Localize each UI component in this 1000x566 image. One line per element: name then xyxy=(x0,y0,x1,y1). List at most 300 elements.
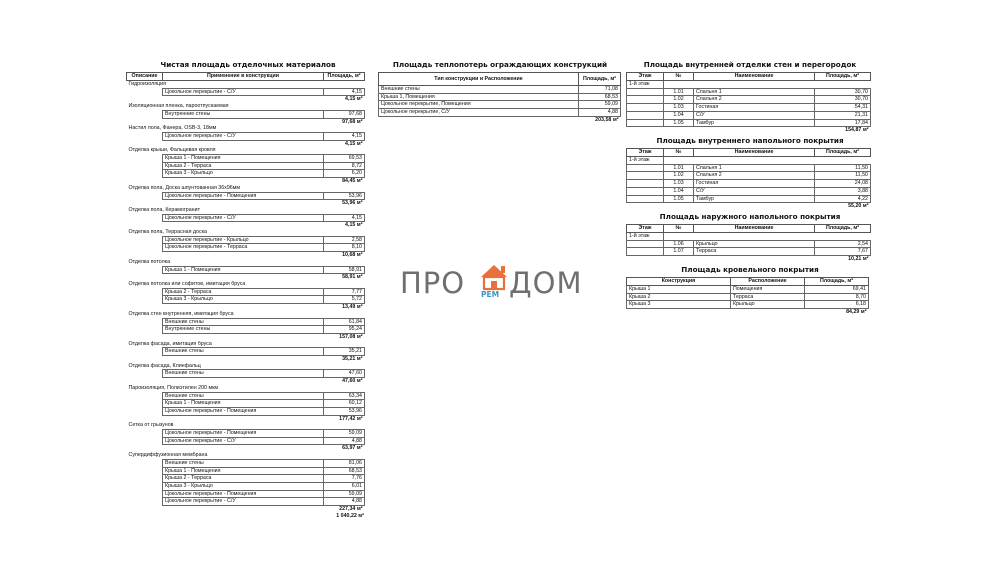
application-cell: Цокольное перекрытие - Помещения xyxy=(163,430,324,438)
finishing-materials-block xyxy=(126,60,370,519)
table-row xyxy=(127,459,365,467)
spacer-cell xyxy=(127,110,163,118)
application-cell: Крыша 1 - Помещения xyxy=(163,155,324,163)
spacer-cell xyxy=(664,233,871,241)
total-row xyxy=(627,127,871,134)
room-number-cell: 1.05 xyxy=(664,195,694,203)
floor-label: 1-й этаж xyxy=(627,233,664,241)
subtotal-row xyxy=(127,445,365,452)
spacer-cell xyxy=(163,252,324,259)
table-row xyxy=(379,109,621,117)
spacer-cell xyxy=(163,415,324,422)
header-area: Площадь, м² xyxy=(815,149,871,157)
application-cell: Внешние стены xyxy=(163,459,324,467)
application-cell: Крыша 3 - Крыльцо xyxy=(163,170,324,178)
subtotal-row xyxy=(127,96,365,103)
table-row xyxy=(627,195,871,203)
spacer-cell xyxy=(127,236,163,244)
application-cell: Крыша 1 - Помещения xyxy=(163,266,324,274)
table-row xyxy=(127,192,365,200)
subtotal-value: 53,96 м² xyxy=(342,200,363,207)
area-cell: 53,96 xyxy=(324,407,365,415)
subtotal-value: 84,45 м² xyxy=(342,178,363,185)
table-row xyxy=(127,407,365,415)
table-row xyxy=(127,244,365,252)
category-row xyxy=(127,81,365,89)
total-value: 84,29 м² xyxy=(846,309,867,316)
roof-table xyxy=(626,277,869,316)
floor-spacer-cell xyxy=(627,195,664,203)
category-name: Гидроизоляция xyxy=(128,81,166,87)
category-row xyxy=(127,311,365,318)
subtotal-value: 4,15 м² xyxy=(345,96,363,103)
spacer-cell xyxy=(163,445,324,452)
floor-spacer-cell xyxy=(627,187,664,195)
area-cell: 53,96 xyxy=(324,192,365,200)
area-cell: 6,18 xyxy=(805,301,869,309)
application-cell: Внешние стены xyxy=(163,392,324,400)
total-value: 154,87 м² xyxy=(845,127,869,134)
spacer-cell xyxy=(163,378,324,385)
floor-interior-block xyxy=(626,136,874,210)
finishing-grand-total: 1 040,22 м² xyxy=(336,512,364,519)
application-cell: Внутренние стены xyxy=(163,326,324,334)
header-name: Наименование xyxy=(694,73,815,81)
subtotal-row xyxy=(127,140,365,147)
header-application: Применение в конструкции xyxy=(163,73,324,81)
table-row xyxy=(127,236,365,244)
spacer-cell xyxy=(127,214,163,222)
spacer-cell xyxy=(127,378,163,385)
header-construction: Конструкция xyxy=(627,278,731,286)
table-row xyxy=(127,467,365,475)
room-number-cell: 1.01 xyxy=(664,164,694,172)
area-cell: 63,34 xyxy=(324,392,365,400)
spacer-cell xyxy=(127,506,163,513)
spacer-cell xyxy=(163,222,324,229)
category-name: Отделка пола, Доска шпунтованная 36х96мм xyxy=(128,184,240,191)
table-row xyxy=(127,326,365,334)
table-row xyxy=(127,162,365,170)
area-cell: 8,10 xyxy=(324,244,365,252)
subtotal-row xyxy=(127,222,365,229)
logo-text-right: ДОМ xyxy=(509,266,583,300)
room-name-cell: Терраса xyxy=(694,248,815,256)
spacer-cell xyxy=(127,445,163,452)
spacer-cell xyxy=(127,490,163,498)
table-row xyxy=(627,248,871,256)
area-cell: 7,67 xyxy=(815,248,871,256)
application-cell: Внешние стены xyxy=(163,348,324,356)
subtotal-value: 227,34 м² xyxy=(339,506,363,513)
room-number-cell: 1.01 xyxy=(664,88,694,96)
floor-interior-table xyxy=(626,148,871,210)
table-row xyxy=(127,482,365,490)
location-cell: Терраса xyxy=(731,293,805,301)
application-cell: Крыша 2 - Терраса xyxy=(163,288,324,296)
table-row xyxy=(127,88,365,96)
spacer-cell xyxy=(163,304,324,311)
category-row xyxy=(127,125,365,132)
spacer-cell xyxy=(127,498,163,506)
header-number: № xyxy=(664,73,694,81)
category-name: Отделка потолка или софитов, имитация бруса xyxy=(128,280,246,287)
subtotal-row xyxy=(127,415,365,422)
spacer-cell xyxy=(127,459,163,467)
header-location: Расположение xyxy=(731,278,805,286)
spacer-cell xyxy=(127,140,163,147)
spacer-cell xyxy=(127,430,163,438)
category-row xyxy=(127,103,365,110)
room-number-cell: 1.04 xyxy=(664,111,694,119)
area-cell: 35,21 xyxy=(324,348,365,356)
spacer-cell xyxy=(127,326,163,334)
subtotal-row xyxy=(127,252,365,259)
subtotal-row xyxy=(127,304,365,311)
area-cell: 58,91 xyxy=(324,266,365,274)
table-row xyxy=(127,110,365,118)
category-row xyxy=(127,229,365,236)
application-cell: Крыша 3 - Крыльцо xyxy=(163,296,324,304)
area-cell: 30,70 xyxy=(815,96,871,104)
area-cell: 69,41 xyxy=(805,286,869,294)
spacer-cell xyxy=(127,88,163,96)
spacer-cell xyxy=(627,203,815,210)
application-cell: Цокольное перекрытие - Помещения xyxy=(163,490,324,498)
area-cell: 60,12 xyxy=(324,400,365,408)
room-number-cell: 1.06 xyxy=(664,240,694,248)
spacer-cell xyxy=(127,467,163,475)
category-name: Пароизоляция, Полиэтилен 200 мкм xyxy=(128,384,219,391)
spacer-cell xyxy=(127,370,163,378)
room-name-cell: С/У xyxy=(694,187,815,195)
spacer-cell xyxy=(163,506,324,513)
area-cell: 59,09 xyxy=(579,101,621,109)
spacer-cell xyxy=(127,118,163,125)
spacer-cell xyxy=(127,348,163,356)
area-cell: 61,84 xyxy=(324,318,365,326)
floor-label: 1-й этаж xyxy=(627,81,664,89)
table-row xyxy=(627,111,871,119)
floor-spacer-cell xyxy=(627,96,664,104)
application-cell: Внутренние стены xyxy=(163,110,324,118)
roof-block xyxy=(626,265,874,316)
spacer-cell xyxy=(127,274,163,281)
room-name-cell: Спальня 2 xyxy=(694,96,815,104)
table-row xyxy=(127,437,365,445)
table-row xyxy=(127,370,365,378)
application-cell: Крыша 2 - Терраса xyxy=(163,162,324,170)
room-name-cell: Гостиная xyxy=(694,104,815,112)
table-row xyxy=(627,104,871,112)
area-cell: 7,77 xyxy=(324,288,365,296)
total-row xyxy=(627,309,869,316)
area-cell: 4,15 xyxy=(324,132,365,140)
category-name: Супердиффузионная мембрана xyxy=(128,452,208,459)
construction-cell: Крыша 3 xyxy=(627,301,731,309)
type-cell: Крыша 1, Помещения xyxy=(379,93,579,101)
spacer-cell xyxy=(127,244,163,252)
spacer-cell xyxy=(127,356,163,363)
category-row xyxy=(127,185,365,192)
room-name-cell: Гостиная xyxy=(694,180,815,188)
subtotal-value: 63,97 м² xyxy=(342,445,363,452)
table-row xyxy=(127,132,365,140)
subtotal-value: 10,68 м² xyxy=(342,252,363,259)
subtotal-row xyxy=(127,200,365,207)
walls-title: Площадь внутренней отделки стен и перегородок xyxy=(643,60,857,69)
header-name: Наименование xyxy=(694,149,815,157)
subtotal-value: 177,42 м² xyxy=(339,415,363,422)
room-number-cell: 1.05 xyxy=(664,119,694,127)
application-cell: Цокольное перекрытие - Помещения xyxy=(163,407,324,415)
subtotal-value: 4,15 м² xyxy=(345,222,363,229)
header-description: Описание xyxy=(127,73,163,81)
table-row xyxy=(379,101,621,109)
area-cell: 68,53 xyxy=(579,93,621,101)
spacer-cell xyxy=(163,274,324,281)
spacer-cell xyxy=(127,392,163,400)
header-area: Площадь, м² xyxy=(324,73,365,81)
area-cell: 3,88 xyxy=(815,187,871,195)
room-name-cell: Спальня 1 xyxy=(694,88,815,96)
area-cell: 4,22 xyxy=(815,195,871,203)
application-cell: Крыша 3 - Крыльцо xyxy=(163,482,324,490)
type-cell: Цокольное перекрытие, Помещения xyxy=(379,101,579,109)
application-cell: Цокольное перекрытие - С/У xyxy=(163,88,324,96)
area-cell: 21,31 xyxy=(815,111,871,119)
category-row xyxy=(127,259,365,266)
subtotal-row xyxy=(127,506,365,513)
subtotal-value: 47,60 м² xyxy=(342,378,363,385)
area-cell: 5,72 xyxy=(324,296,365,304)
finishing-materials-table xyxy=(126,72,365,513)
category-name: Изоляционная пленка, пароотпускаемая xyxy=(128,103,229,110)
header-area: Площадь, м² xyxy=(815,225,871,233)
floor-spacer-cell xyxy=(627,240,664,248)
spacer-cell xyxy=(127,200,163,207)
subtotal-row xyxy=(127,356,365,363)
category-name: Отделка крыши, Фальцевая кровля xyxy=(128,147,216,154)
table-row xyxy=(627,240,871,248)
heatloss-block xyxy=(378,60,622,124)
subtotal-value: 58,91 м² xyxy=(342,274,363,281)
area-cell: 2,54 xyxy=(815,240,871,248)
area-cell: 8,72 xyxy=(324,162,365,170)
roof-title: Площадь кровельного покрытия xyxy=(681,265,819,274)
spacer-cell xyxy=(163,200,324,207)
category-name: Сетка от грызунов xyxy=(128,422,174,429)
room-name-cell: Спальня 1 xyxy=(694,164,815,172)
application-cell: Цокольное перекрытие - С/У xyxy=(163,214,324,222)
application-cell: Крыша 2 - Терраса xyxy=(163,475,324,483)
subtotal-value: 4,15 м² xyxy=(345,140,363,147)
category-name: Отделка пола, Террасная доска xyxy=(128,229,207,236)
floor-spacer-cell xyxy=(627,164,664,172)
table-row xyxy=(127,318,365,326)
spacer-cell xyxy=(127,318,163,326)
header-floor: Этаж xyxy=(627,73,664,81)
category-row xyxy=(127,363,365,370)
category-row xyxy=(127,147,365,154)
construction-cell: Крыша 1 xyxy=(627,286,731,294)
area-cell: 59,09 xyxy=(324,490,365,498)
area-cell: 59,09 xyxy=(324,430,365,438)
room-number-cell: 1.07 xyxy=(664,248,694,256)
category-row xyxy=(127,452,365,459)
spacer-cell xyxy=(127,252,163,259)
spacer-cell xyxy=(127,482,163,490)
floor-spacer-cell xyxy=(627,172,664,180)
floor-spacer-cell xyxy=(627,104,664,112)
walls-table xyxy=(626,72,871,134)
category-row xyxy=(127,281,365,288)
spacer-cell xyxy=(127,296,163,304)
location-cell: Помещения xyxy=(731,286,805,294)
room-name-cell: Тамбур xyxy=(694,195,815,203)
subtotal-row xyxy=(127,333,365,340)
total-row xyxy=(627,256,871,263)
spacer-cell xyxy=(127,333,163,340)
room-name-cell: Крыльцо xyxy=(694,240,815,248)
category-name: Настил пола, Фанера, OSB-3, 18мм xyxy=(128,125,217,132)
area-cell: 2,58 xyxy=(324,236,365,244)
table-row xyxy=(127,430,365,438)
area-cell: 17,84 xyxy=(815,119,871,127)
spacer-cell xyxy=(627,127,815,134)
spacer-cell xyxy=(127,407,163,415)
category-row xyxy=(127,341,365,348)
application-cell: Цокольное перекрытие - С/У xyxy=(163,132,324,140)
area-cell: 4,88 xyxy=(324,437,365,445)
spacer-cell xyxy=(627,309,805,316)
table-row xyxy=(127,498,365,506)
table-row xyxy=(627,172,871,180)
construction-cell: Крыша 2 xyxy=(627,293,731,301)
room-name-cell: Тамбур xyxy=(694,119,815,127)
spacer-cell xyxy=(127,437,163,445)
table-row xyxy=(627,180,871,188)
table-row xyxy=(627,119,871,127)
spacer-cell xyxy=(127,222,163,229)
application-cell: Внешние стены xyxy=(163,370,324,378)
table-row xyxy=(627,286,869,294)
subtotal-value: 157,08 м² xyxy=(339,333,363,340)
spacer-cell xyxy=(379,116,579,123)
area-cell: 6,01 xyxy=(324,482,365,490)
area-cell: 81,06 xyxy=(324,459,365,467)
room-number-cell: 1.03 xyxy=(664,180,694,188)
table-row xyxy=(127,475,365,483)
spacer-cell xyxy=(664,81,871,89)
table-row xyxy=(627,293,869,301)
area-cell: 68,53 xyxy=(324,467,365,475)
spacer-cell xyxy=(127,400,163,408)
category-name: Отделка фасада, имитация бруса xyxy=(128,340,212,347)
category-name: Отделка фасада, Клинфальц xyxy=(128,362,201,369)
subtotal-row xyxy=(127,118,365,125)
application-cell: Цокольное перекрытие - С/У xyxy=(163,437,324,445)
table-row xyxy=(627,96,871,104)
spacer-cell xyxy=(127,266,163,274)
category-name: Отделка потолка xyxy=(128,258,171,265)
table-row xyxy=(127,400,365,408)
spacer-cell xyxy=(127,132,163,140)
header-floor: Этаж xyxy=(627,225,664,233)
spacer-cell xyxy=(163,356,324,363)
spacer-cell xyxy=(163,140,324,147)
header-name: Наименование xyxy=(694,225,815,233)
total-row xyxy=(627,203,871,210)
subtotal-row xyxy=(127,378,365,385)
application-cell: Цокольное перекрытие - С/У xyxy=(163,498,324,506)
area-cell: 71,08 xyxy=(579,86,621,94)
floor-row xyxy=(627,233,871,241)
area-cell: 69,53 xyxy=(324,155,365,163)
area-cell: 11,50 xyxy=(815,172,871,180)
area-cell: 97,68 xyxy=(324,110,365,118)
header-floor: Этаж xyxy=(627,149,664,157)
area-cell: 30,70 xyxy=(815,88,871,96)
application-cell: Цокольное перекрытие - Помещения xyxy=(163,192,324,200)
table-row xyxy=(127,170,365,178)
spacer-cell xyxy=(127,178,163,185)
logo-text-left: ПРО xyxy=(400,266,466,300)
subtotal-value: 97,68 м² xyxy=(342,118,363,125)
header-type: Тип конструкции и Расположение xyxy=(379,73,579,86)
header-number: № xyxy=(664,149,694,157)
application-cell: Крыша 1 - Помещения xyxy=(163,400,324,408)
floor-spacer-cell xyxy=(627,248,664,256)
spacer-cell xyxy=(127,162,163,170)
application-cell: Цокольное перекрытие - Терраса xyxy=(163,244,324,252)
floor-exterior-title: Площадь наружного напольного покрытия xyxy=(659,212,841,221)
table-row xyxy=(379,93,621,101)
spacer-cell xyxy=(127,192,163,200)
table-row xyxy=(127,214,365,222)
header-area: Площадь, м² xyxy=(815,73,871,81)
floor-row xyxy=(627,81,871,89)
total-value: 10,21 м² xyxy=(848,256,869,263)
subtotal-row xyxy=(127,274,365,281)
category-row xyxy=(127,385,365,392)
table-row xyxy=(627,301,869,309)
spacer-cell xyxy=(127,475,163,483)
category-row xyxy=(127,207,365,214)
type-cell: Внешние стены xyxy=(379,86,579,94)
table-row xyxy=(127,392,365,400)
location-cell: Крыльцо xyxy=(731,301,805,309)
area-cell: 4,15 xyxy=(324,214,365,222)
subtotal-row xyxy=(127,178,365,185)
spacer-cell xyxy=(127,304,163,311)
category-name: Отделка пола, Керамогранит xyxy=(128,206,200,213)
room-name-cell: С/У xyxy=(694,111,815,119)
table-row xyxy=(127,155,365,163)
spacer-cell xyxy=(163,178,324,185)
area-cell: 4,15 xyxy=(324,88,365,96)
table-row xyxy=(127,296,365,304)
spacer-cell xyxy=(127,415,163,422)
type-cell: Цокольное перекрытие, С/У xyxy=(379,109,579,117)
area-cell: 4,88 xyxy=(579,109,621,117)
header-area: Площадь, м² xyxy=(805,278,869,286)
room-number-cell: 1.02 xyxy=(664,172,694,180)
floor-spacer-cell xyxy=(627,111,664,119)
table-row xyxy=(627,164,871,172)
total-value: 203,58 м² xyxy=(595,116,619,123)
application-cell: Внешние стены xyxy=(163,318,324,326)
